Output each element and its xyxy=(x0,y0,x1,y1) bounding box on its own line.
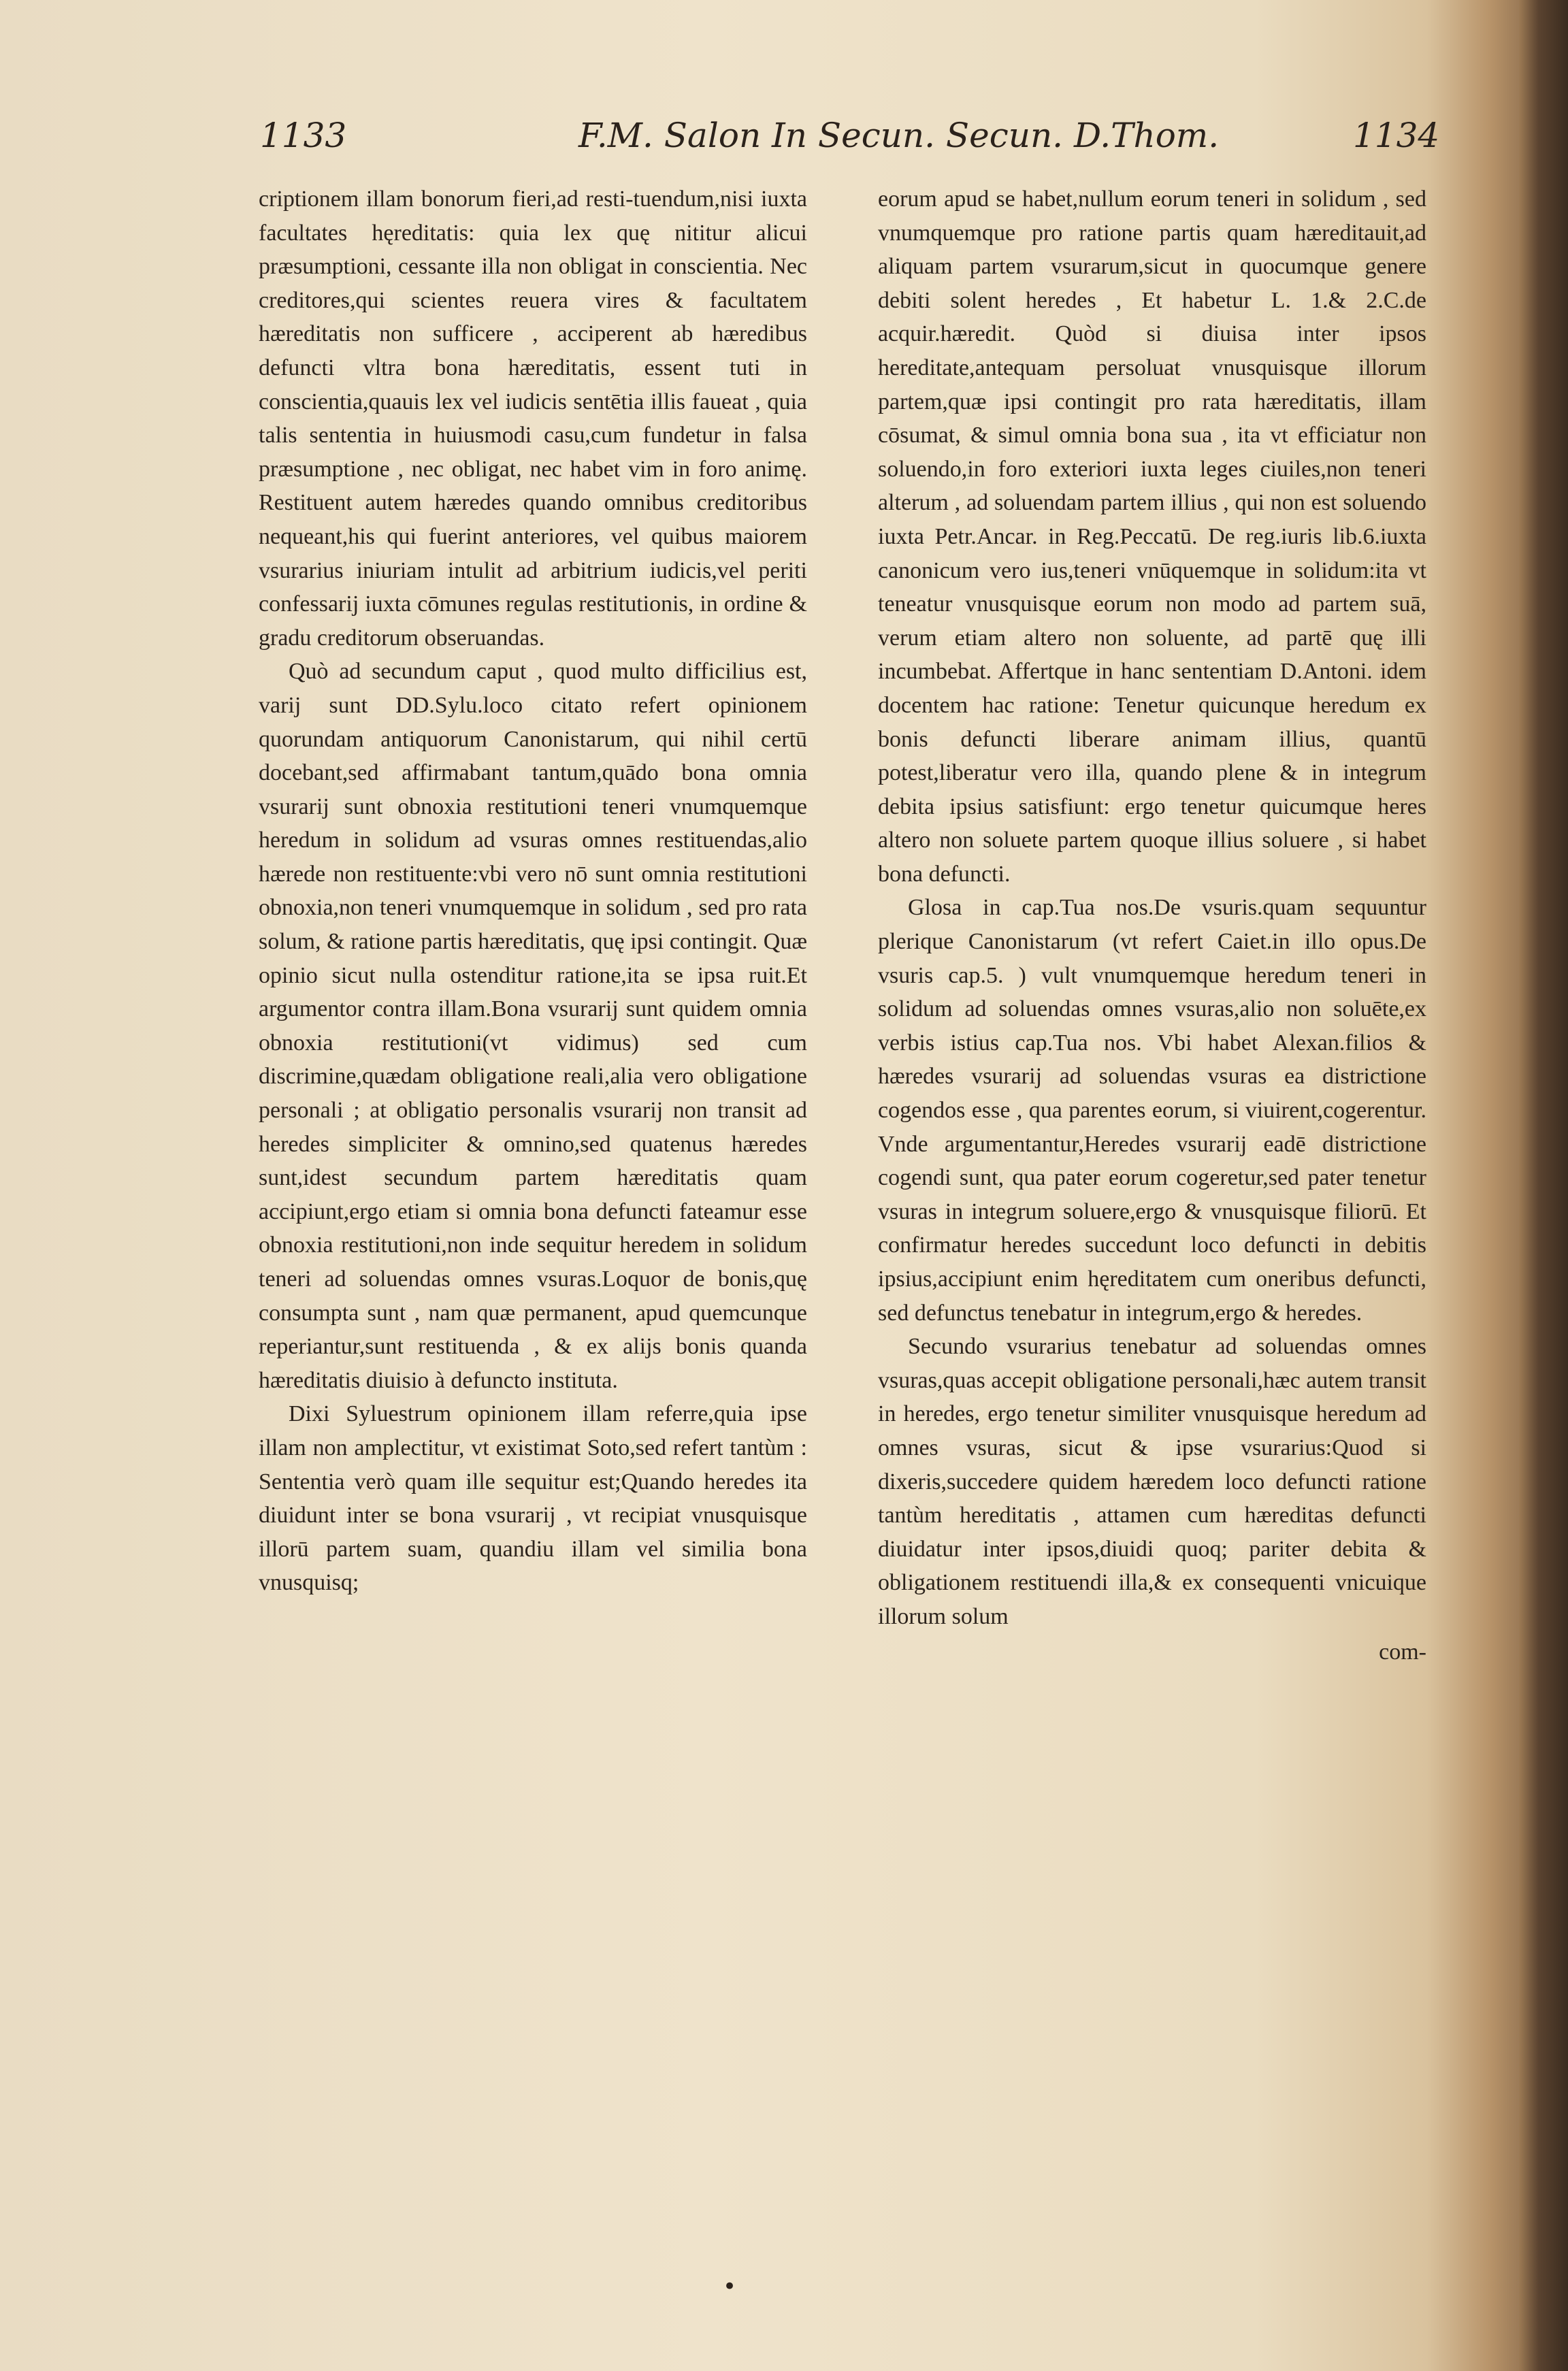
folio-right: 1134 xyxy=(1353,116,1440,155)
page-header xyxy=(0,102,1568,163)
left-paragraph-1: criptionem illam bonorum fieri,ad resti-tuendum,nisi iuxta facultates hęreditatis: quia lex quę nititur alicui præsumptioni, cessante illa non obligat in conscientia. Nec creditores,qui scientes reuera vires & facultatem hæreditatis non sufficere , acciperent ab hæredibus defuncti vltra bona hæreditatis, essent tuti in conscientia,quauis lex vel iudicis sentētia illis faueat , quia talis sententia in huiusmodi casu,cum fundetur in falsa præsumptione , nec obligat, nec habet vim in foro animę. Restituent autem hæredes quando omnibus creditoribus nequeant,his qui fuerint anteriores, vel quibus maiorem vsurarius iniuriam intulit ad arbitrium iudicis,vel periti confessarij iuxta cōmunes regulas restitutionis, in ordine & gradu creditorum obseruandas. xyxy=(259,186,807,651)
right-paragraph-3: Secundo vsurarius tenebatur ad soluendas omnes vsuras,quas accepit obligatione personali,hæc autem transit in heredes, ergo tenetur similiter vnusquisque heredum ad omnes vsuras, sicut & ipse vsurarius:Quod si dixeris,succedere quidem hæredem loco defuncti ratione tantùm hereditatis , attamen cum hæreditas defuncti diuidatur inter ipsos,diuidi quoq; pariter debita & obligationem restituendi illa,& ex consequenti vnicuique illorum solum xyxy=(878,1334,1426,1629)
left-column xyxy=(259,182,807,1600)
catchword: com- xyxy=(1379,1639,1426,1665)
right-column xyxy=(878,182,1426,1669)
running-title: F.M. Salon In Secun. Secun. D.Thom. xyxy=(578,116,1220,155)
right-paragraph-2: Glosa in cap.Tua nos.De vsuris.quam sequuntur plerique Canonistarum (vt refert Caiet.in illo opus.De vsuris cap.5. ) vult vnumquemque heredum teneri in solidum ad soluendas omnes vsuras,alio non soluēte,ex verbis istius cap.Tua nos. Vbi habet Alexan.filios & hæredes vsurarij ad soluendas vsuras ea districtione cogendos esse , qua parentes eorum, si viuirent,cogerentur. Vnde argumentantur,Heredes vsurarij eadē districtione cogendi sunt, qua pater eorum cogeretur,sed pater tenetur vsuras in integrum soluere,ergo & vnusquisque filiorū. Et confirmatur heredes succedunt loco defuncti in debitis ipsius,accipiunt enim hęreditatem cum oneribus defuncti, sed defunctus tenebatur in integrum,ergo & heredes. xyxy=(878,895,1426,1326)
right-paragraph-1: eorum apud se habet,nullum eorum teneri in solidum , sed vnumquemque pro ratione partis quam hæreditauit,ad aliquam partem vsurarum,sicut in quocumque genere debiti solent heredes , Et habetur L. 1.& 2.C.de acquir.hæredit. Quòd si diuisa inter ipsos hereditate,antequam persoluat vnusquisque illorum partem,quæ ipsi contingit pro rata hæreditatis, illam cōsumat, & simul omnia bona sua , ita vt efficiatur non soluendo,in foro exteriori iuxta leges ciuiles,non teneri alterum , ad soluendam partem illius , qui non est soluendo iuxta Petr.Ancar. in Reg.Peccatū. De reg.iuris lib.6.iuxta canonicum vero ius,teneri vnūquemque in solidum:ita vt teneatur vnusquisque eorum non modo ad partem suā, verum etiam altero non soluente, ad partē quę illi incumbebat. Affertque in hanc sententiam D.Antoni. idem docentem hac ratione: Tenetur quicunque heredum ex bonis defuncti liberare animam illius, quantū potest,liberatur vero illa, quando plene & in integrum debita ipsius satisfiunt: ergo tenetur quicumque heres altero non soluete partem quoque illius soluere , si habet bona defuncti. xyxy=(878,186,1426,887)
page-edge-shadow xyxy=(1519,0,1568,2371)
folio-left: 1133 xyxy=(260,116,347,155)
footer-mark: • xyxy=(723,2273,737,2300)
left-paragraph-2: Quò ad secundum caput , quod multo difficilius est, varij sunt DD.Sylu.loco citato refert opinionem quorundam antiquorum Canonistarum, qui nihil certū docebant,sed affirmabant tantum,quādo bona omnia vsurarij sunt obnoxia restitutioni teneri vnumquemque heredum in solidum ad vsuras omnes restituendas,alio hærede non restituente:vbi vero nō sunt omnia restitutioni obnoxia,non teneri vnumquemque in solidum , sed pro rata solum, & ratione partis hæreditatis, quę ipsi contingit. Quæ opinio sicut nulla ostenditur ratione,ita se ipsa ruit.Et argumentor contra illam.Bona vsurarij sunt quidem omnia obnoxia restitutioni(vt vidimus) sed cum discrimine,quædam obligatione reali,alia vero obligatione personali ; at obligatio personalis vsurarij non transit ad heredes simpliciter & omnino,sed quatenus hæredes sunt,idest secundum partem hæreditatis quam accipiunt,ergo etiam si omnia bona defuncti fateamur esse obnoxia restitutioni,non inde sequitur heredem in solidum teneri ad soluendas omnes vsuras.Loquor de bonis,quę consumpta sunt , nam quæ permanent, apud quemcunque reperiantur,sunt restituenda , & ex alijs bonis quanda hæreditatis diuisio à defuncto instituta. xyxy=(259,659,807,1393)
left-paragraph-3: Dixi Syluestrum opinionem illam referre,quia ipse illam non amplectitur, vt existimat Soto,sed refert tantùm : Sententia verò quam ille sequitur est;Quando heredes ita diuidunt inter se bona vsurarij , vt recipiat vnusquisque illorū partem suam, quandiu illam vel similia bona vnusquisq; xyxy=(259,1401,807,1596)
